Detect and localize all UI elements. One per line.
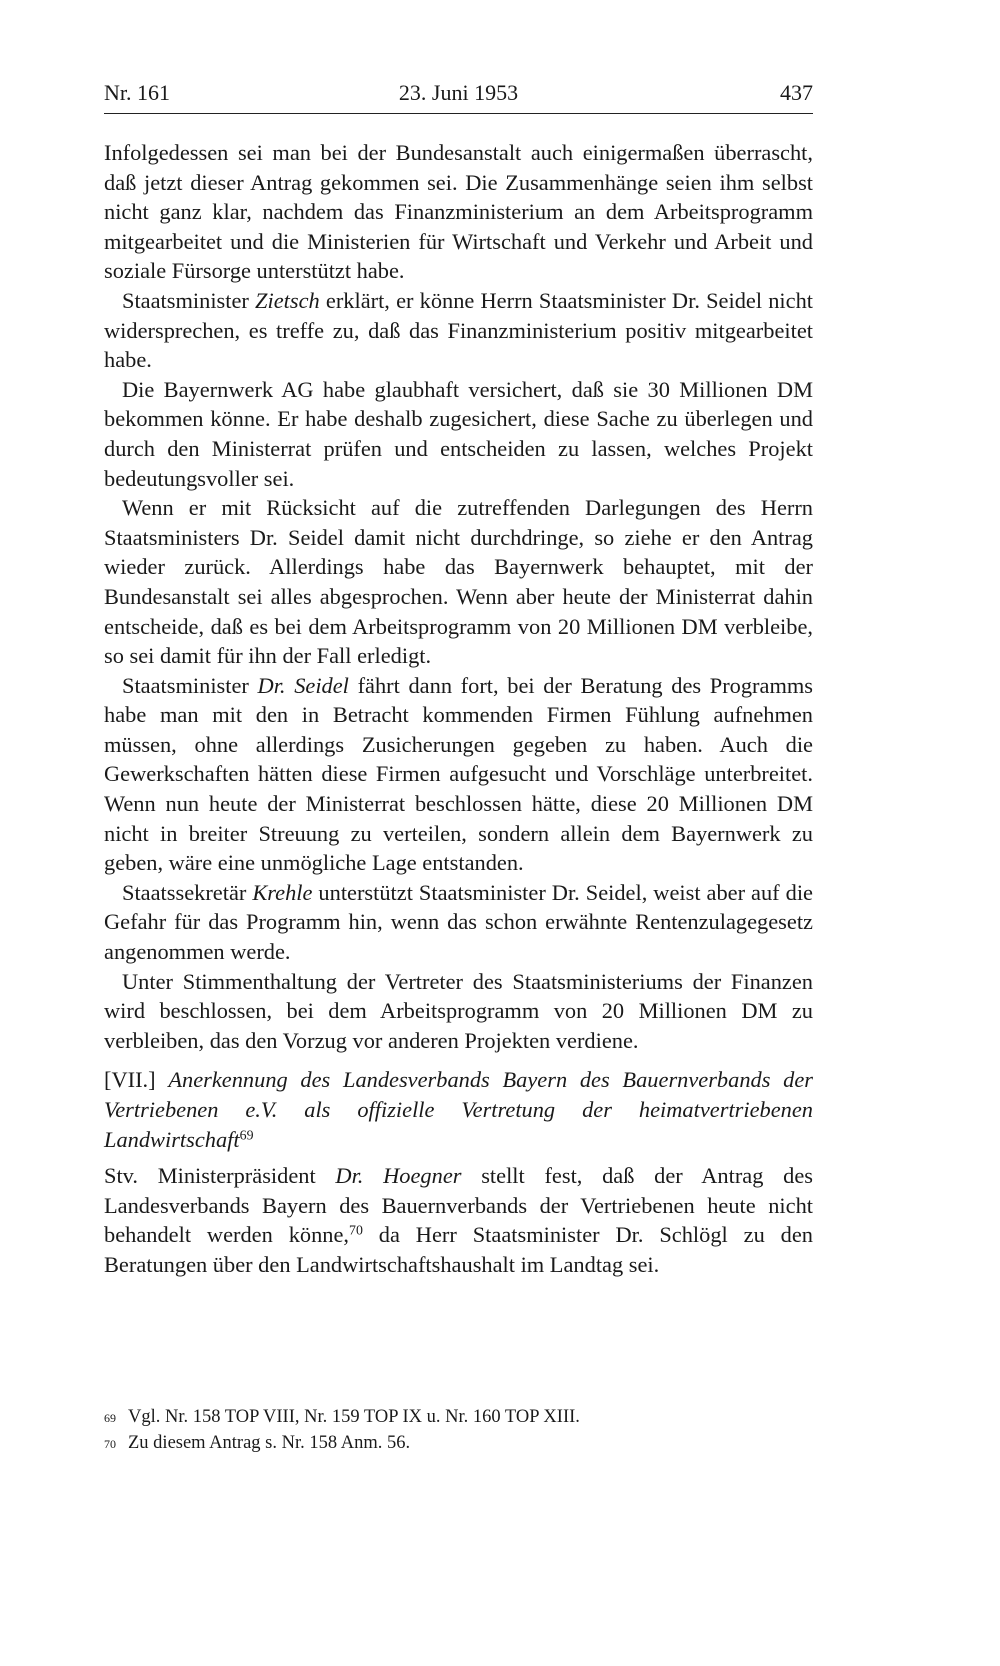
paragraph xyxy=(104,286,813,375)
speaker-name: Zietsch xyxy=(255,287,320,313)
paragraph-text: Stv. Ministerpräsident xyxy=(104,1163,336,1189)
paragraph-text: stellt fest, daß der Antrag des Landesverbands Bayern des Bauernverbands der Vertriebenen heute nicht behandelt werden könne, xyxy=(104,1163,813,1248)
paragraph xyxy=(104,493,813,671)
footnote-number: 70 xyxy=(104,1437,116,1451)
paragraph-text: unterstützt Staatsminister Dr. Seidel, weist aber auf die Gefahr für das Programm hin, wenn das schon erwähnte Rentenzulagegesetz angenommen werde. xyxy=(104,879,813,965)
header-date: 23. Juni 1953 xyxy=(398,80,519,105)
section-heading xyxy=(104,1065,813,1154)
paragraph xyxy=(104,375,813,493)
speaker-name: Dr. Seidel xyxy=(257,672,349,698)
paragraph-text: Staatssekretär xyxy=(122,879,253,905)
paragraph-text: Staatsminister xyxy=(122,672,258,698)
document-number: Nr. 161 xyxy=(104,80,170,105)
section-number: [VII.] xyxy=(104,1067,156,1093)
footnote xyxy=(104,1431,813,1457)
paragraph xyxy=(104,138,813,286)
main-text xyxy=(104,138,813,1280)
paragraph-text: Infolgedessen sei man bei der Bundesanstalt auch einigermaßen überrascht, daß jetzt dieser Antrag gekommen sei. Die Zusammenhänge seien ihm selbst nicht ganz klar, nachdem das Finanzministerium an dem Arbeitsprogramm mitgearbeitet und die Ministerien für Wirtschaft und Verkehr und Arbeit und soziale Fürsorge unterstützt habe. xyxy=(104,140,813,284)
paragraph-text: Die Bayernwerk AG habe glaubhaft versichert, daß sie 30 Millionen DM bekommen könne. Er habe deshalb zugesichert, diese Sache zu überlegen und durch den Ministerrat prüfen und entscheiden zu lassen, welches Projekt bedeutungsvoller sei. xyxy=(104,376,813,491)
footnotes xyxy=(104,1405,813,1457)
speaker-name: Krehle xyxy=(252,879,313,905)
paragraph-text: Unter Stimmenthaltung der Vertreter des Staatsministeriums der Finanzen wird beschlossen, bei dem Arbeitsprogramm von 20 Millionen DM zu verbleiben, das den Vorzug vor anderen Projekten verdiene. xyxy=(104,968,813,1053)
paragraph xyxy=(104,878,813,967)
footnote-ref[interactable]: 69 xyxy=(239,1127,254,1143)
footnote xyxy=(104,1405,813,1431)
footnote-text: Zu diesem Antrag s. Nr. 158 Anm. 56. xyxy=(128,1433,411,1453)
footnote-ref[interactable]: 70 xyxy=(349,1223,363,1239)
page-number: 437 xyxy=(780,80,813,105)
paragraph xyxy=(104,967,813,1056)
paragraph-text: erklärt, er könne Herrn Staatsminister Dr. Seidel nicht widersprechen, es treffe zu, daß das Finanzministerium positiv mitgearbeitet habe. xyxy=(104,287,813,373)
paragraph-text: da Herr Staatsminister Dr. Schlögl zu den Beratungen über den Landwirtschaftshaushalt im Landtag sei. xyxy=(104,1222,813,1277)
paragraph xyxy=(104,1161,813,1279)
paragraph-text: Wenn er mit Rücksicht auf die zutreffenden Darlegungen des Herrn Staatsministers Dr. Seidel damit nicht durchdringe, so ziehe er den Antrag wieder zurück. Allerdings habe das Bayernwerk behauptet, mit der Bundesanstalt sei alles abgesprochen. Wenn aber heute der Ministerrat dahin entscheide, daß es bei dem Arbeitsprogramm von 20 Millionen DM verbleibe, so sei damit für ihn der Fall erledigt. xyxy=(104,495,813,669)
paragraph xyxy=(104,671,813,878)
footnote-number: 69 xyxy=(104,1411,116,1425)
running-header xyxy=(104,80,813,114)
header-rule xyxy=(104,113,813,114)
footnote-text: Vgl. Nr. 158 TOP VIII, Nr. 159 TOP IX u. Nr. 160 TOP XIII. xyxy=(128,1407,580,1427)
paragraph-text: fährt dann fort, bei der Beratung des Programms habe man mit den in Betracht kommenden Firmen Fühlung aufnehmen müssen, ohne allerdings Zusicherungen gegeben zu haben. Auch die Gewerkschaften hätten diese Firmen aufgesucht und Vorschläge unterbreitet. Wenn nun heute der Ministerrat beschlossen hätte, diese 20 Millionen DM nicht in breiter Streuung zu verteilen, sondern allein dem Bayernwerk zu geben, wäre eine unmögliche Lage entstanden. xyxy=(104,672,813,876)
speaker-name: Dr. Hoegner xyxy=(335,1163,462,1189)
section-title: Anerkennung des Landesverbands Bayern des Bauernverbands der Vertriebenen e.V. als offizielle Vertretung der heimatvertriebenen Landwirtschaft xyxy=(104,1067,813,1152)
paragraph-text: Staatsminister xyxy=(122,287,256,313)
